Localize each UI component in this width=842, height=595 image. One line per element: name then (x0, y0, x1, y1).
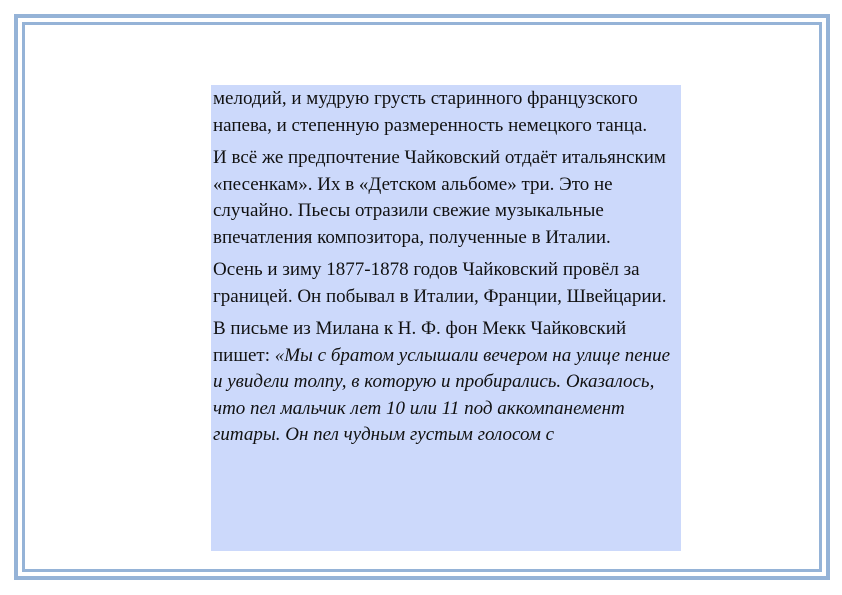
text-box (211, 85, 681, 551)
paragraph-4 (213, 316, 681, 449)
paragraph-4-intro: В письме из Милана к Н. Ф. фон Мекк Чайковский пишет: (213, 318, 627, 366)
paragraph-3: Осень и зиму 1877-1878 годов Чайковский провёл за границей. Он побывал в Италии, Франции, Швейцарии. (213, 259, 667, 307)
letter-quote: «Мы с братом услышали вечером на улице пение и увидели толпу, в которую и пробирались. Оказалось, что пел мальчик лет 10 или 11 под аккомпанемент гитары. Он пел чудным густым голосом с (213, 344, 671, 445)
paragraph-2: И всё же предпочтение Чайковский отдаёт итальянским «песенкам». Их в «Детском альбоме» три. Это не случайно. Пьесы отразили свежие музыкальные впечатления композитора, полученные в Италии. (213, 147, 666, 248)
paragraph-1: мелодий, и мудрую грусть старинного французского напева, и степенную размеренность немецкого танца. (213, 88, 648, 136)
